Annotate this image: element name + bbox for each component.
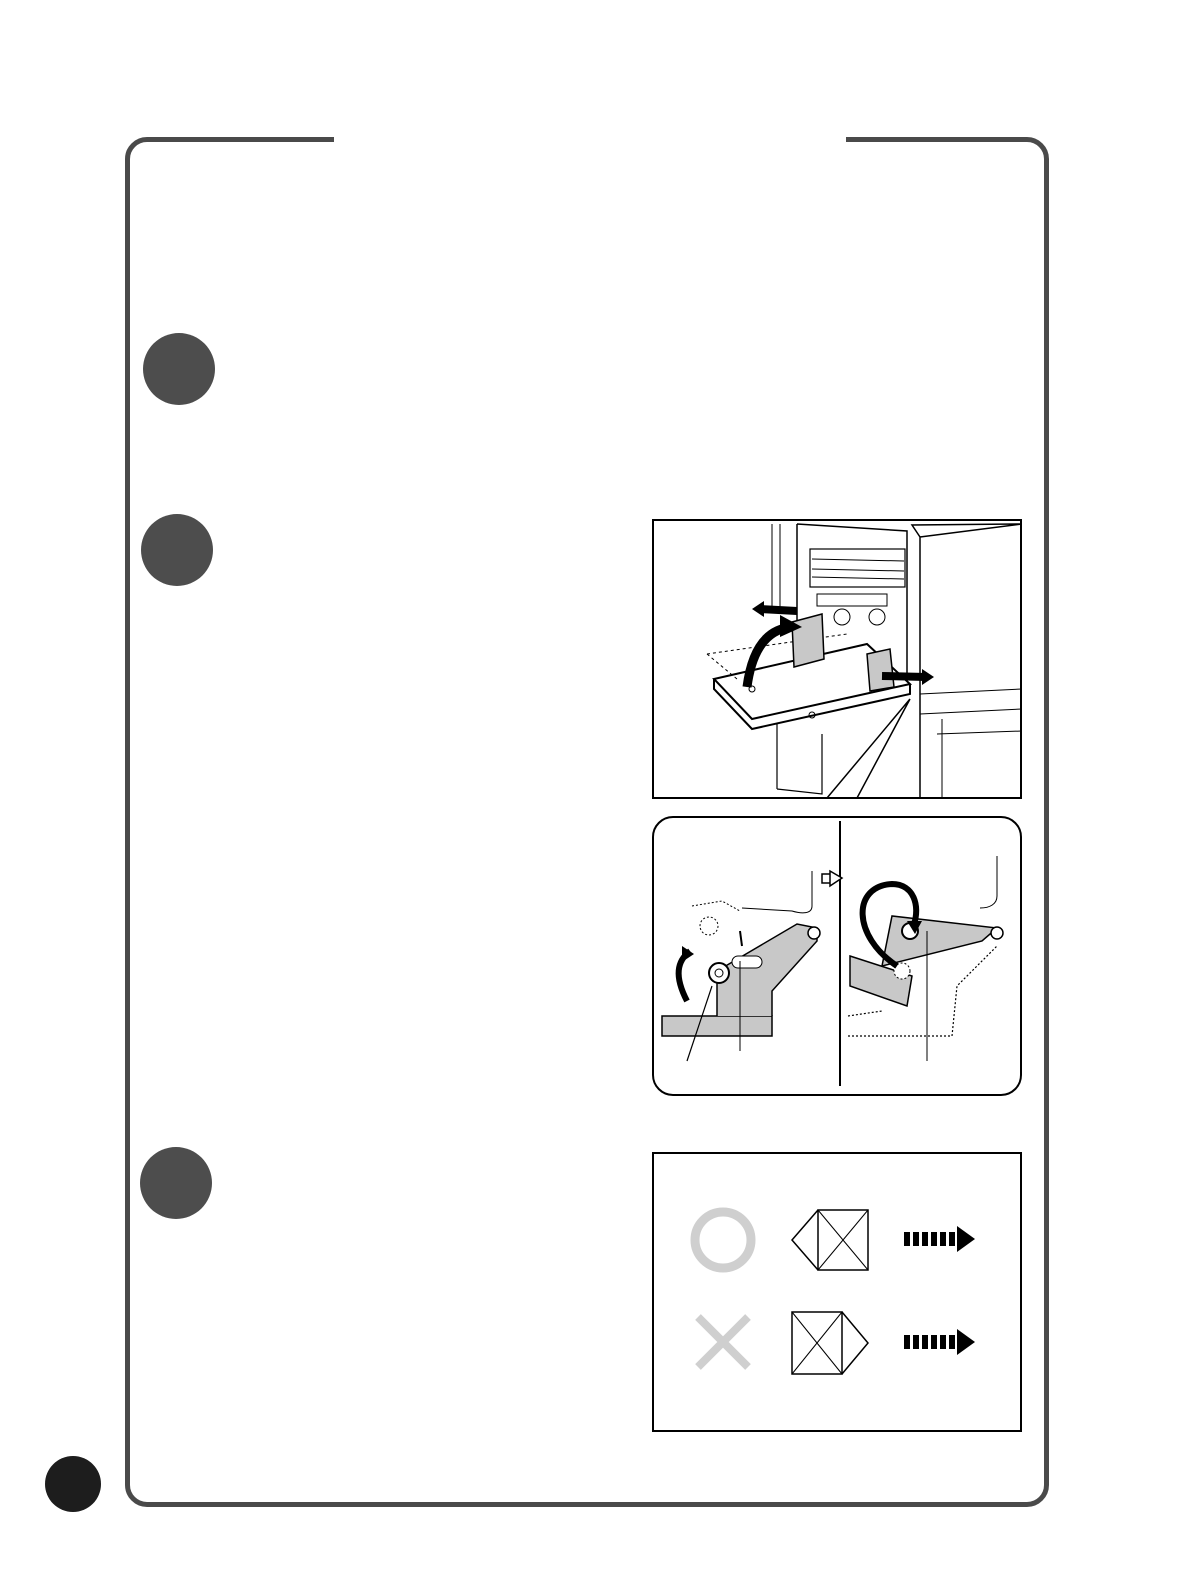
step-2-badge xyxy=(141,514,213,586)
title-gap xyxy=(334,128,846,150)
paper-feed-tray-illustration xyxy=(652,519,1022,799)
page-number-badge xyxy=(45,1456,101,1512)
envelope-orientation-guide xyxy=(652,1152,1022,1432)
paper-guide-lever-detail xyxy=(652,816,1022,1096)
step-1-badge xyxy=(143,333,215,405)
step-3-badge xyxy=(140,1147,212,1219)
